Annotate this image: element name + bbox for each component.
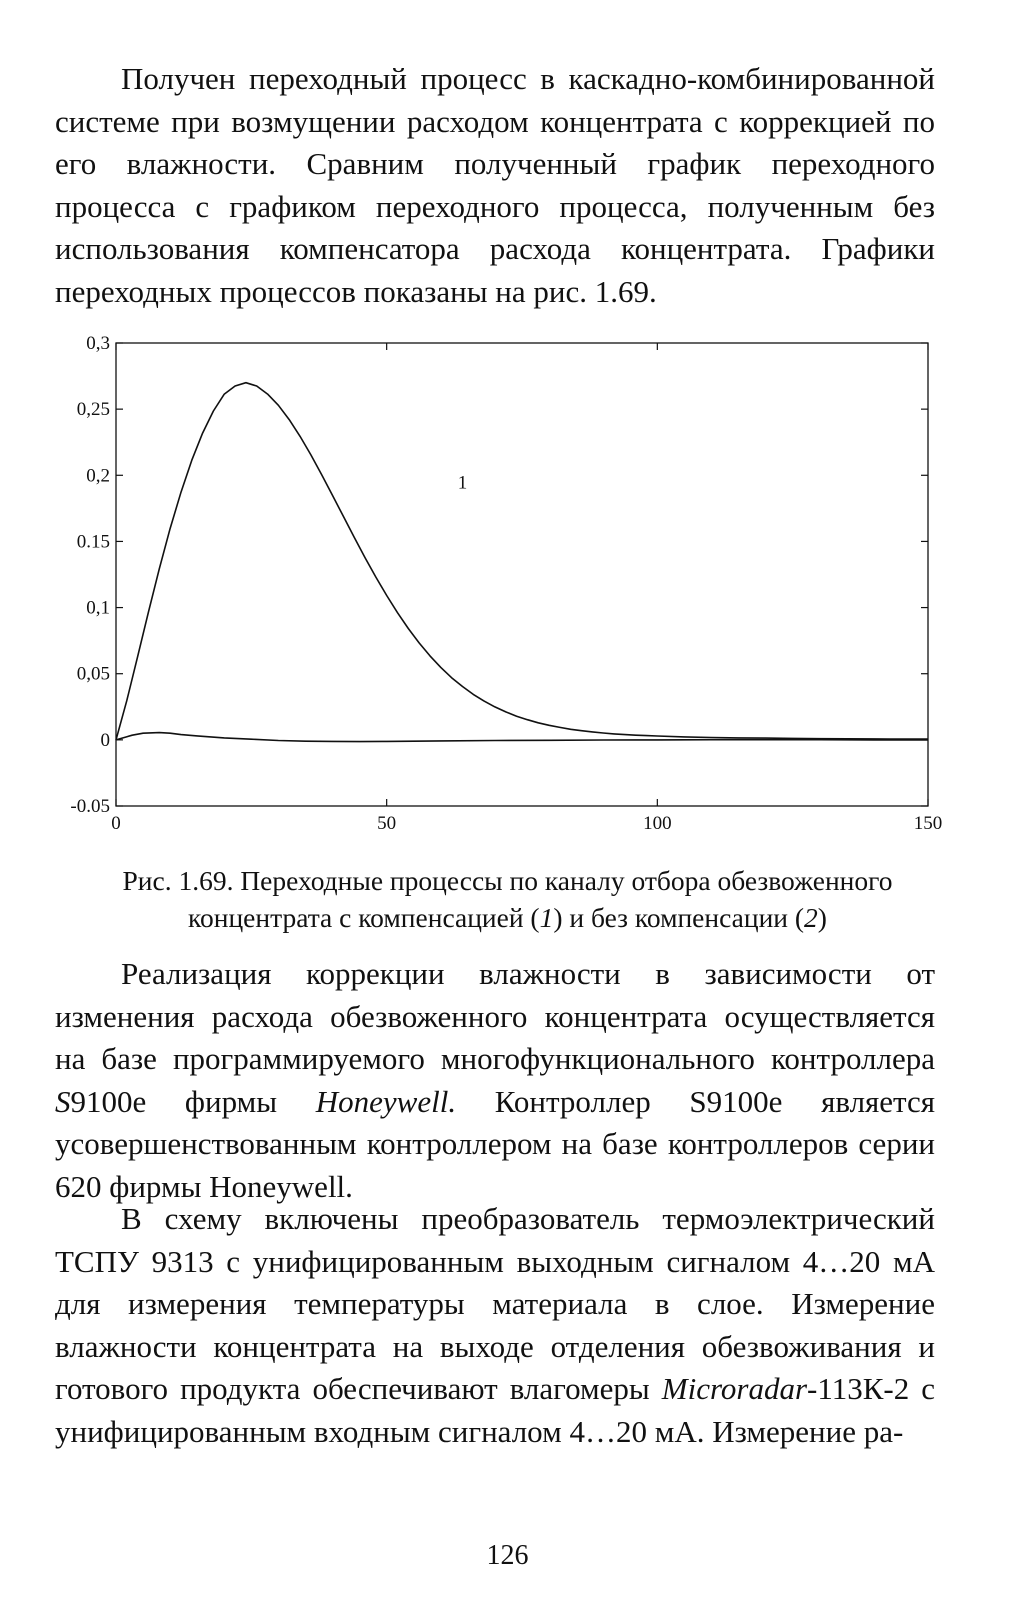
y-tick-label: -0.05 — [70, 796, 110, 817]
y-tick-label: 0,1 — [86, 597, 110, 619]
p3-text-a: В схему включены преобразователь термоэлектрический ТСПУ 9313 с унифицированным выходным сигналом 4…20 мА для измерения температуры материала в слое. Измерение влажности концентрата на выходе отделения обезвоживания и готового продукта обеспечивают влагомеры — [55, 1201, 935, 1406]
x-tick-label: 100 — [643, 813, 672, 834]
p3-italic-microradar: Microradar — [661, 1371, 808, 1406]
x-tick-label: 150 — [913, 813, 943, 834]
x-tick-label: 50 — [377, 813, 397, 834]
p2-italic-s: S — [55, 1083, 71, 1119]
y-tick-label: 0,3 — [86, 333, 110, 354]
plot-frame — [116, 343, 928, 806]
curve-label-1: 1 — [457, 472, 468, 494]
page-number: 126 — [486, 1540, 529, 1571]
transient-chart — [60, 325, 960, 835]
x-tick-label: 0 — [111, 813, 121, 834]
y-tick-label: 0,25 — [76, 399, 110, 421]
paragraph-intro: Получен переходный процесс в каскадно-комбинированной системе при возмущении расходом концентрата с коррекцией по его влажности. Сравним полученный график переходного процесса с графиком переходного процесса, полученным без использования компенсатора расхода концентрата. Графики переходных процессов показаны на рис. 1.69. — [55, 61, 935, 309]
series-1-line — [116, 383, 928, 740]
y-tick-label: 0.15 — [76, 531, 110, 553]
caption-series-1: 1 — [539, 902, 554, 933]
y-tick-label: 0,2 — [86, 465, 110, 487]
series-lines — [116, 383, 928, 742]
y-tick-label: 0,05 — [76, 663, 110, 685]
p2-text-c: 9100е фирмы — [70, 1083, 316, 1119]
p2-italic-honeywell: Honeywell. — [315, 1083, 457, 1119]
series-2-line — [116, 733, 928, 742]
caption-series-2: 2 — [804, 902, 818, 933]
caption-text-c: ) и без компенсации ( — [553, 902, 805, 933]
y-tick-label: 0 — [100, 729, 110, 751]
figure-caption — [60, 862, 955, 936]
paragraph-controller — [55, 953, 935, 1208]
p2-text-a: Реализация коррекции влажности в зависимости от изменения расхода обезвоженного концентрата осуществляется на базе программируемого многофункционального контроллера — [55, 956, 935, 1076]
chart-svg — [60, 325, 960, 835]
caption-text-a: Рис. 1.69. Переходные процессы по каналу отбора обезвоженного концентрата с компенсацией ( — [122, 865, 893, 933]
caption-text-e: ) — [817, 902, 827, 933]
axis-ticks — [70, 333, 942, 834]
p3-text-c: -113К-2 с унифицированным входным сигналом 4…20 мА. Измерение ра- — [55, 1371, 935, 1449]
p2-text-e: Контроллер S9100е является усовершенствованным контроллером на базе контроллеров серии 620 фирмы Honeywell. — [55, 1083, 936, 1204]
paragraph-scheme — [55, 1198, 935, 1453]
